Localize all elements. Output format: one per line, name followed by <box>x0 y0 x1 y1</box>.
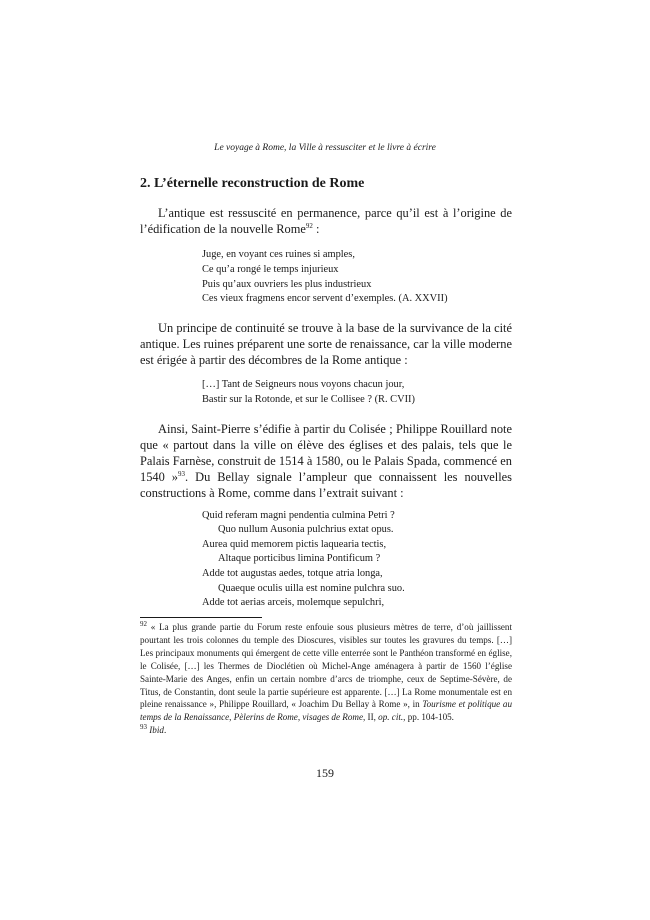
verse-line: Quaeque oculis uilla est nomine pulchra suo. <box>218 582 405 594</box>
verse-quote-3 <box>202 509 512 611</box>
paragraph-3: Ainsi, Saint-Pierre s’édifie à partir du Colisée ; Philippe Rouillard note que « partout dans la ville on élève des églises et des palais, tels que le Palais Farnèse, construit de 1514 à 1580, ou le Palais Spada, commencé en 1540 »$^{93}$. Du Bellay signale l’ampleur que connaissent les nouvelles constructions à Rome, comme dans l’extrait suivant : <box>140 421 512 501</box>
footnote-ref-93[interactable]: 93 <box>178 470 185 479</box>
page-number: 159 <box>316 766 334 780</box>
verse-quote-2 <box>202 378 512 407</box>
verse-quote-1 <box>202 248 512 306</box>
footnote-ref-92[interactable]: 92 <box>305 222 313 231</box>
verse-line: Adde tot augustas aedes, totque atria longa, <box>202 567 383 579</box>
verse-line: […] Tant de Seigneurs nous voyons chacun jour, <box>202 379 405 391</box>
verse-line: Adde tot aerias arceis, molemque sepulchri, <box>202 597 385 609</box>
footnote-92: $^{92}$ « La plus grande partie du Forum reste enfouie sous plusieurs mètres de terre, d’où jaillissent pourtant les trois colonnes du temple des Dioscures, visibles sur toutes les gravures du temps. […] Les principaux monuments qui émergent de cette ville enterrée sont le Panthéon transformé en église, le Colisée, […] les Thermes de Dioclétien où Michel-Ange aménagera à partir de 1560 l’église Sainte-Marie des Anges, enfin un certain nombre d’arcs de triomphe, ceux de Septime-Sévère, de Titus, de Constantin, dont seule la partie supérieure est apparente. […] La Rome monumentale est en pleine renaissance », Philippe Rouillard, « Joachim Du Bellay à Rome », in Tourisme et politique au temps de la Renaissance, Pèlerins de Rome, visages de Rome, II, op. cit., pp. 104-105. <box>140 619 512 723</box>
paragraph-2: Un principe de continuité se trouve à la base de la survivance de la cité antique. Les ruines préparent une sorte de renaissance, car la ville moderne est érigée à partir des décombres de la Rome antique : <box>140 320 512 368</box>
verse-line: Altaque porticibus limina Pontificum ? <box>218 553 381 565</box>
section-title: 2. L’éternelle reconstruction de Rome <box>140 176 365 191</box>
footnote-separator <box>140 617 262 618</box>
running-head: Le voyage à Rome, la Ville à ressusciter et le livre à écrire <box>214 143 436 153</box>
verse-line: Ce qu’a rongé le temps injurieux <box>202 264 339 275</box>
footnote-93: $^{93}$ Ibid. <box>140 723 167 736</box>
paragraph-1: L’antique est ressuscité en permanence, parce qu’il est à l’origine de l’édification de la nouvelle Rome$^{92}$ : <box>140 206 512 237</box>
verse-line: Ces vieux fragmens encor servent d’exemples. (A. XXVII) <box>202 293 448 305</box>
verse-line: Juge, en voyant ces ruines si amples, <box>202 249 355 261</box>
verse-line: Puis qu’aux ouvriers les plus industrieux <box>202 278 372 290</box>
verse-line: Quo nullum Ausonia pulchrius extat opus. <box>218 524 394 536</box>
footnote-number: 93 <box>140 723 147 732</box>
verse-line: Aurea quid memorem pictis laquearia tectis, <box>202 538 387 550</box>
verse-line: Quid referam magni pendentia culmina Petri ? <box>202 509 395 521</box>
footnote-number: 92 <box>140 619 147 628</box>
main-text <box>140 176 512 611</box>
footnotes <box>140 621 512 737</box>
verse-line: Bastir sur la Rotonde, et sur le Collisee ? (R. CVII) <box>202 393 415 405</box>
